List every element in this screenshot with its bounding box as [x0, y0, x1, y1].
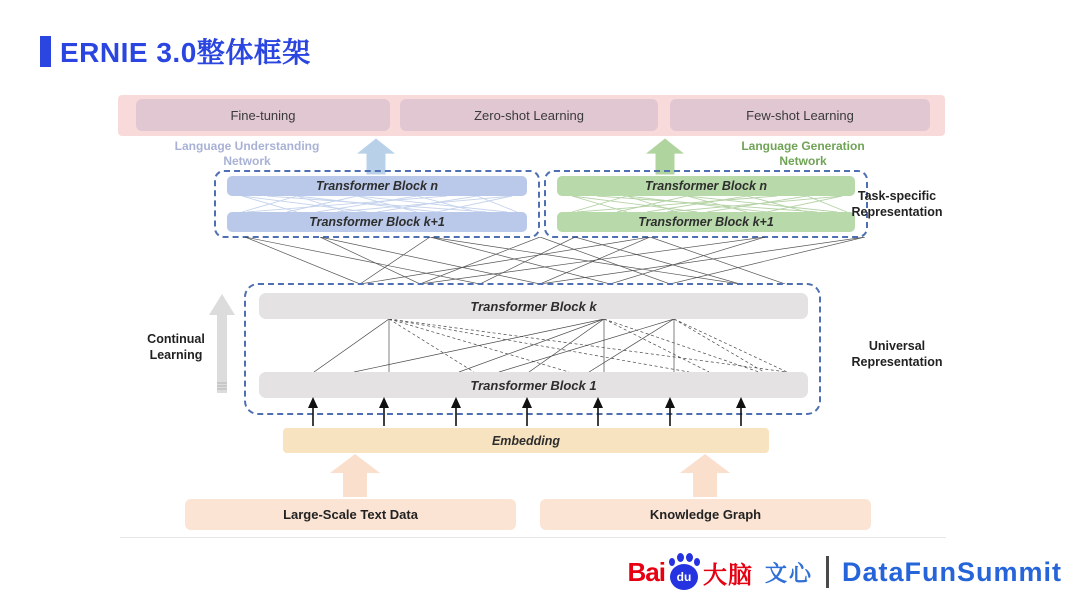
token-arrow-icon	[735, 397, 747, 426]
embedding-block: Embedding	[283, 428, 769, 453]
language-generation-label: Language Generation Network	[741, 139, 865, 168]
attention-lines-blue	[227, 196, 527, 212]
understanding-network-box	[214, 170, 540, 238]
paw-toe	[686, 553, 693, 562]
logo-separator	[826, 556, 829, 588]
transformer-block-1: Transformer Block 1	[259, 372, 808, 398]
pipeline-banner	[118, 95, 945, 136]
task-specific-representation-label: Task-specific Representation	[851, 189, 943, 219]
generation-network-box	[544, 170, 868, 238]
token-arrow-icon	[664, 397, 676, 426]
transformer-block-k: Transformer Block k	[259, 293, 808, 319]
token-arrow-icon	[450, 397, 462, 426]
attention-lines-universal	[259, 319, 808, 372]
baidu-paw-icon	[666, 553, 702, 591]
continual-learning-arrow-icon	[209, 294, 235, 393]
banner-item-zero-shot: Zero-shot Learning	[400, 99, 658, 131]
token-arrow-icon	[307, 397, 319, 426]
knowledge-graph-box: Knowledge Graph	[540, 499, 871, 530]
datafunsummit-logo-text: DataFunSummit	[841, 556, 1062, 587]
baidu-brain-text: 大脑	[702, 561, 753, 589]
paw-toe	[677, 553, 684, 562]
universal-representation-label: Universal Representation	[851, 339, 943, 369]
cross-connection-lines	[220, 237, 870, 284]
large-scale-text-data-box: Large-Scale Text Data	[185, 499, 516, 530]
footer-divider	[120, 537, 946, 538]
baidu-logo-text: Bai	[627, 556, 665, 587]
page-title: ERNIE 3.0整体框架	[60, 37, 311, 68]
transformer-block-n-right: Transformer Block n	[557, 176, 855, 196]
up-arrow-salmon-icon	[680, 454, 730, 497]
transformer-block-n-left: Transformer Block n	[227, 176, 527, 196]
banner-item-fine-tuning: Fine-tuning	[136, 99, 390, 131]
paw-toe	[669, 558, 675, 566]
language-understanding-label: Language Understanding Network	[174, 139, 320, 168]
baidu-du-text: du	[670, 564, 698, 590]
token-arrow-icon	[521, 397, 533, 426]
attention-lines-green	[557, 196, 857, 212]
title-accent-bar	[40, 36, 51, 67]
continual-learning-label: Continual Learning	[147, 332, 205, 362]
footer-logos	[628, 552, 1063, 592]
wenxin-logo-text: 文心	[764, 560, 813, 586]
universal-representation-box	[244, 283, 821, 415]
token-arrow-icon	[592, 397, 604, 426]
paw-toe	[694, 558, 700, 566]
transformer-block-k1-right: Transformer Block k+1	[557, 212, 855, 232]
up-arrow-salmon-icon	[330, 454, 380, 497]
banner-item-few-shot: Few-shot Learning	[670, 99, 930, 131]
token-arrow-icon	[378, 397, 390, 426]
transformer-block-k1-left: Transformer Block k+1	[227, 212, 527, 232]
